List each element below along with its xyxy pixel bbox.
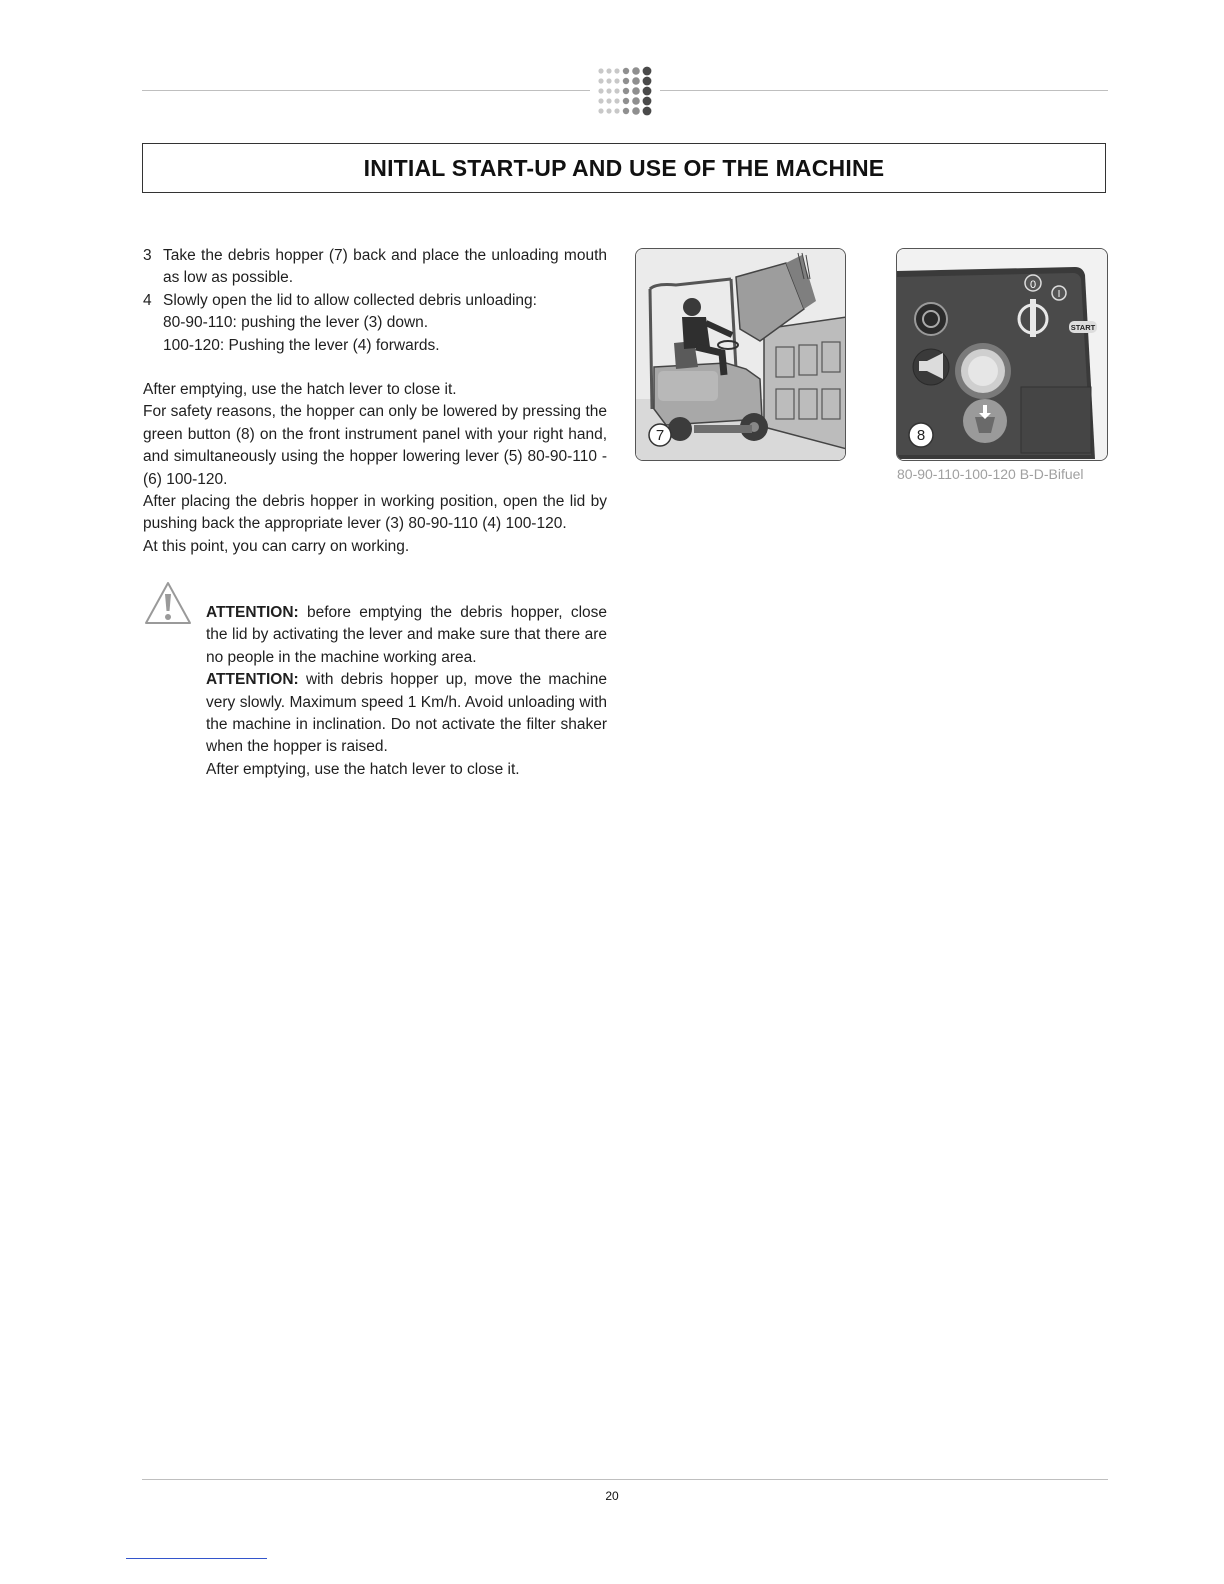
paragraph: After placing the debris hopper in working position, open the lid by pushing back the appropriate lever (3) 80-90-110 (4) 100-120. <box>143 493 607 533</box>
hopper-unloading-photo <box>635 248 846 461</box>
step-text: Slowly open the lid to allow collected debris unloading: <box>163 291 537 309</box>
step-item <box>143 290 607 312</box>
link-underline <box>126 1558 267 1559</box>
step-text: Take the debris hopper (7) back and place the unloading mouth as low as possible. <box>163 247 607 287</box>
paragraph: For safety reasons, the hopper can only be lowered by pressing the green button (8) on the front instrument panel with your right hand, and simultaneously using the hopper lowering lever (5) 80-90-110 - (6) 100-120. <box>143 403 607 488</box>
key-off-label: 0 <box>1029 279 1037 291</box>
warning-triangle-icon <box>143 580 193 626</box>
figure-caption: 80-90-110-100-120 B-D-Bifuel <box>897 466 1084 482</box>
step-number: 3 <box>143 247 152 264</box>
callout-7: 7 <box>655 427 665 444</box>
section-title: INITIAL START-UP AND USE OF THE MACHINE <box>363 154 885 181</box>
instructions-column <box>143 245 607 558</box>
step-detail: 100-120: Pushing the lever (4) forwards. <box>163 336 440 354</box>
instrument-panel-illustration <box>897 249 1108 461</box>
machine-illustration <box>636 249 846 461</box>
start-label: START <box>1070 323 1096 332</box>
header-rule-left <box>142 90 590 91</box>
attention-body: before emptying the debris hopper, close the lid by activating the lever and make sure that there are no people in the machine working area. <box>206 604 607 666</box>
page-number: 20 <box>605 1489 619 1503</box>
step-item <box>143 245 607 290</box>
attention-note <box>206 602 607 669</box>
callout-8: 8 <box>916 427 926 444</box>
attention-note <box>206 669 607 759</box>
instrument-panel-photo <box>896 248 1108 461</box>
step-number: 4 <box>143 291 152 309</box>
footer-rule <box>142 1479 1108 1480</box>
attention-label: ATTENTION: <box>206 604 299 621</box>
paragraph: After emptying, use the hatch lever to close it. <box>143 381 457 399</box>
attention-label: ATTENTION: <box>206 671 299 689</box>
section-title-box <box>142 143 1106 193</box>
paragraph: At this point, you can carry on working. <box>143 537 410 555</box>
step-detail: 80-90-110: pushing the lever (3) down. <box>163 314 429 332</box>
dot-grid-logo <box>596 66 654 118</box>
attention-body: with debris hopper up, move the machine very slowly. Maximum speed 1 Km/h. Avoid unloading with the machine in inclination. Do not activate the filter shaker when the hopper is raised. <box>206 671 607 756</box>
attention-closing: After emptying, use the hatch lever to close it. <box>206 760 520 778</box>
attention-text <box>206 602 607 781</box>
header-rule-right <box>660 90 1108 91</box>
key-on-label: I <box>1057 289 1061 300</box>
